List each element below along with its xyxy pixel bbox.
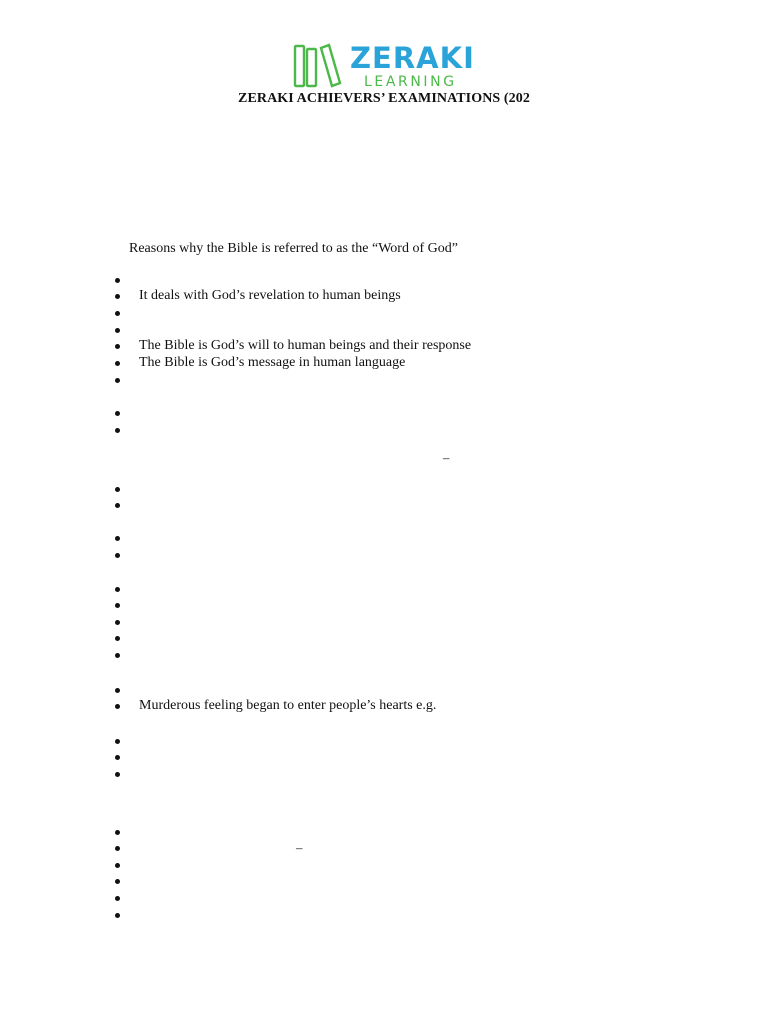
bullet-point bbox=[115, 328, 120, 333]
bullet-point bbox=[115, 636, 120, 641]
bullet-point bbox=[115, 772, 120, 777]
bullet-point bbox=[115, 278, 120, 283]
logo-word: ZERAKI bbox=[350, 41, 475, 75]
zeraki-logo bbox=[292, 41, 482, 89]
section-intro: Reasons why the Bible is referred to as the “Word of God” bbox=[129, 241, 458, 256]
bullet-point bbox=[115, 896, 120, 901]
books-icon bbox=[295, 45, 340, 86]
bullet-point bbox=[115, 620, 120, 625]
bullet-point bbox=[115, 603, 120, 608]
bullet-point bbox=[115, 294, 120, 299]
bullet-point bbox=[115, 913, 120, 918]
bullet-point bbox=[115, 553, 120, 558]
exam-title: ZERAKI ACHIEVERS’ EXAMINATIONS (202 bbox=[238, 91, 530, 106]
list-item-text: The Bible is God’s will to human beings and their response bbox=[139, 338, 472, 353]
bullet-point bbox=[115, 344, 120, 349]
bullet-point bbox=[115, 536, 120, 541]
bullet-point bbox=[115, 863, 120, 868]
bullet-point bbox=[115, 755, 120, 760]
bullet-point bbox=[115, 704, 120, 709]
bullet-point bbox=[115, 879, 120, 884]
bullet-point bbox=[115, 688, 120, 693]
bullet-point bbox=[115, 428, 120, 433]
list-item-text: The Bible is God’s message in human language bbox=[139, 355, 406, 370]
list-item-text: It deals with God’s revelation to human beings bbox=[139, 288, 401, 303]
bullet-point bbox=[115, 830, 120, 835]
bullet-point bbox=[115, 739, 120, 744]
bullet-point bbox=[115, 378, 120, 383]
logo-sub: LEARNING bbox=[364, 74, 457, 89]
bullet-point bbox=[115, 587, 120, 592]
bullet-point bbox=[115, 653, 120, 658]
bullet-point bbox=[115, 361, 120, 366]
bullet-point bbox=[115, 311, 120, 316]
bullet-point bbox=[115, 411, 120, 416]
bullet-point bbox=[115, 487, 120, 492]
bullet-point bbox=[115, 846, 120, 851]
dash-mark: – bbox=[443, 450, 450, 465]
dash-mark: – bbox=[296, 840, 303, 855]
bullet-point bbox=[115, 503, 120, 508]
list-item-text: Murderous feeling began to enter people’s hearts e.g. bbox=[139, 698, 437, 713]
